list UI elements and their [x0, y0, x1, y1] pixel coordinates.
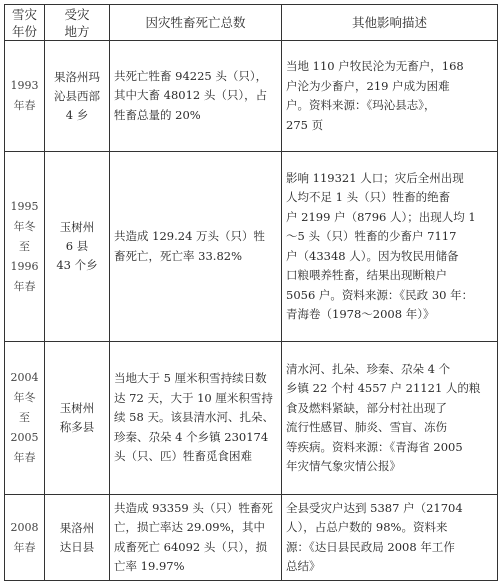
- row-place-cell: 果洛州玛 沁县西部 4 乡: [45, 41, 110, 152]
- row-loss-cell: 共死亡牲畜 94225 头（只）， 其中大畜 48012 头（只），占 牲畜总量的 20%: [110, 41, 282, 152]
- header-year: 雪灾 年份: [5, 5, 45, 41]
- row-year-cell: 2008 年春: [5, 495, 45, 581]
- row-desc-cell: 影响 119321 人口；灾后全州出现 人均不足 1 头（只）牲畜的绝畜 户 2199 户（8796 人）；出现人均 1 ～5 头（只）牲畜的少畜户 7117 户（43348 人）。因为牧民用储备 口粮喂养牲畜，结果出现断粮户 5056 户。资料来源：《民政 30 年： 青海卷（1978～2008 年）》: [282, 152, 498, 342]
- header-desc: 其他影响描述: [282, 5, 498, 41]
- row-loss-cell: 共造成 93359 头（只）牲畜死 亡，损亡率达 29.09%，其中 成畜死亡 64092 头（只），损 亡率 19.97%: [110, 495, 282, 581]
- row-year-cell: 1993 年春: [5, 41, 45, 152]
- row-loss-cell: 共造成 129.24 万头（只）牲 畜死亡，死亡率 33.82%: [110, 152, 282, 342]
- disaster-table: [4, 4, 498, 581]
- row-year-cell: 1995 年冬 至 1996 年春: [5, 152, 45, 342]
- row-loss-cell: 当地大于 5 厘米积雪持续日数 达 72 天，大于 10 厘米积雪持 续 58 天。该县清水河、扎朵、 珍秦、尕朵 4 个乡镇 230174 头（只、匹）牲畜觅食困难: [110, 342, 282, 495]
- header-place: 受灾 地方: [45, 5, 110, 41]
- row-desc-cell: 当地 110 户牧民沦为无畜户，168 户沦为少畜户，219 户成为困难 户。资料来源：《玛沁县志》， 275 页: [282, 41, 498, 152]
- table-row: [5, 495, 498, 581]
- table-row: [5, 342, 498, 495]
- header-row: [5, 5, 498, 41]
- table-row: [5, 152, 498, 342]
- header-loss: 因灾牲畜死亡总数: [110, 5, 282, 41]
- row-desc-cell: 全县受灾户达到 5387 户（21704 人），占总户数的 98%。资料来 源：《达日县民政局 2008 年工作 总结》: [282, 495, 498, 581]
- row-place-cell: 果洛州 达日县: [45, 495, 110, 581]
- row-year-cell: 2004 年冬 至 2005 年春: [5, 342, 45, 495]
- row-place-cell: 玉树州 称多县: [45, 342, 110, 495]
- table-row: [5, 41, 498, 152]
- row-place-cell: 玉树州 6 县 43 个乡: [45, 152, 110, 342]
- row-desc-cell: 清水河、扎朵、珍秦、尕朵 4 个 乡镇 22 个村 4557 户 21121 人的粮 食及燃料紧缺，部分村社出现了 流行性感冒、肺炎、雪盲、冻伤 等疾病。资料来源：《青海省 2005 年灾情气象灾情公报》: [282, 342, 498, 495]
